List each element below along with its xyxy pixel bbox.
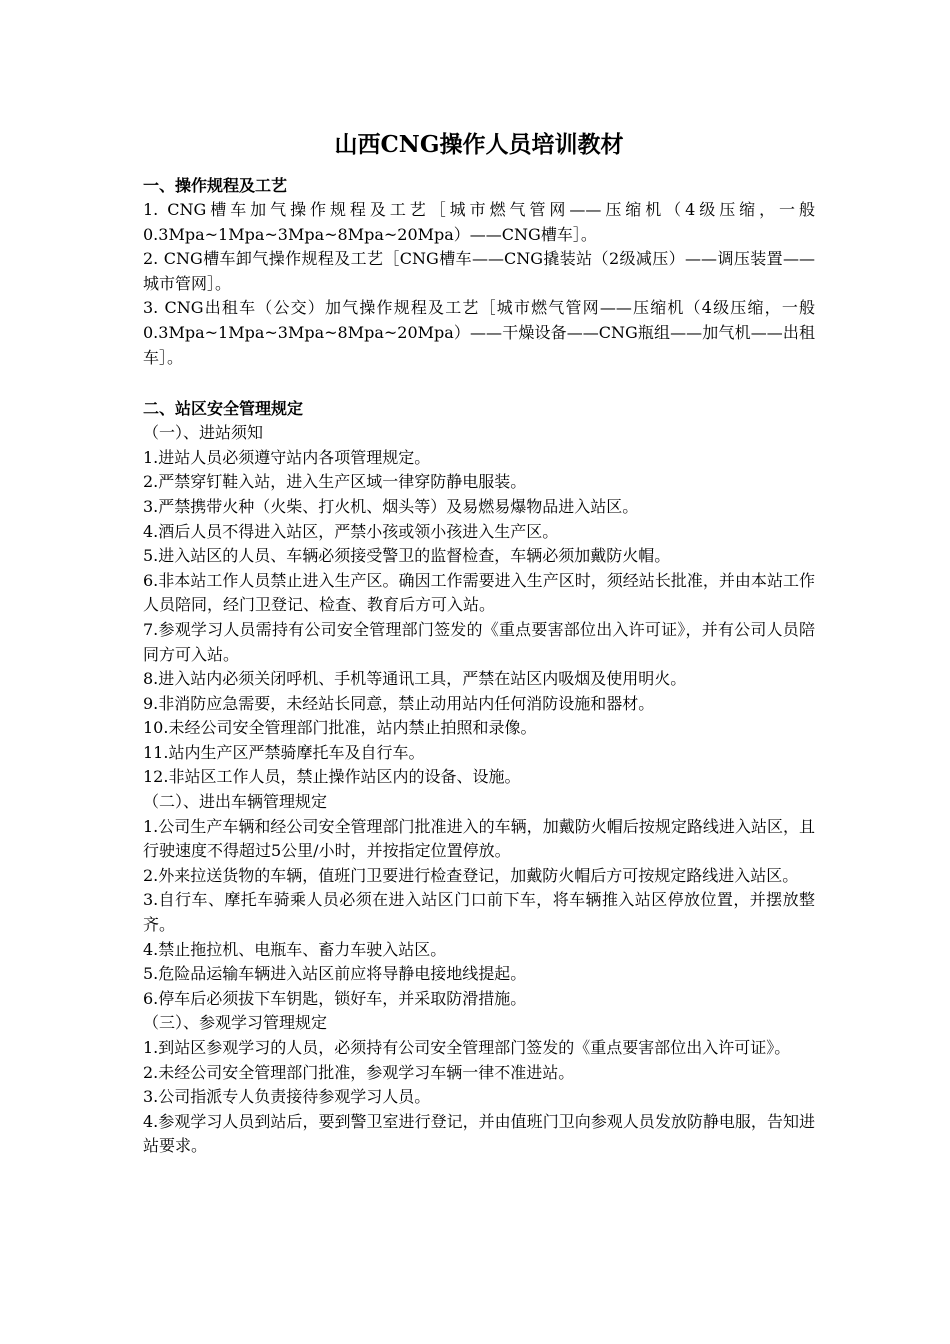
paragraph: 3. CNG出租车（公交）加气操作规程及工艺［城市燃气管网——压缩机（4级压缩，一般0.3Mpa~1Mpa~3Mpa~8Mpa~20Mpa）——干燥设备——CNG瓶组——加气机——出租车］。 (143, 298, 815, 367)
section-heading-1: 一、操作规程及工艺 (143, 176, 288, 195)
section-heading-2: 二、站区安全管理规定 (143, 399, 304, 419)
paragraph: 2. CNG槽车卸气操作规程及工艺［CNG槽车——CNG撬装站（2级减压）——调压装置——城市管网］。 (143, 249, 815, 293)
rule-item: 6.非本站工作人员禁止进入生产区。确因工作需要进入生产区时，须经站长批准，并由本站工作人员陪同，经门卫登记、检查、教育后方可入站。 (143, 570, 815, 615)
document-title: 山西CNG操作人员培训教材 (334, 131, 624, 158)
rule-item: 11.站内生产区严禁骑摩托车及自行车。 (143, 742, 425, 762)
rule-item: 12.非站区工作人员，禁止操作站区内的设备、设施。 (143, 767, 521, 787)
rule-item: 1.进站人员必须遵守站内各项管理规定。 (143, 447, 431, 467)
rule-item: 3.严禁携带火种（火柴、打火机、烟头等）及易燃易爆物品进入站区。 (143, 496, 639, 516)
rule-item: 6.停车后必须拔下车钥匙，锁好车，并采取防滑措施。 (143, 988, 527, 1008)
rule-item: 4.酒后人员不得进入站区，严禁小孩或领小孩进入生产区。 (143, 521, 559, 541)
rule-item: 2.严禁穿钉鞋入站，进入生产区域一律穿防静电服装。 (143, 472, 527, 492)
rule-item: 3.自行车、摩托车骑乘人员必须在进入站区门口前下车，将车辆推入站区停放位置，并摆放整齐。 (143, 890, 815, 935)
rule-item: 9.非消防应急需要，未经站长同意，禁止动用站内任何消防设施和器材。 (143, 693, 655, 713)
subsection-heading-3: （三）、参观学习管理规定 (143, 1013, 328, 1033)
rule-item: 2.未经公司安全管理部门批准，参观学习车辆一律不准进站。 (143, 1062, 575, 1082)
rule-item: 3.公司指派专人负责接待参观学习人员。 (143, 1087, 431, 1107)
rule-item: 2.外来拉送货物的车辆，值班门卫要进行检查登记，加戴防火帽后方可按规定路线进入站区。 (143, 865, 799, 885)
rule-item: 4.参观学习人员到站后，要到警卫室进行登记，并由值班门卫向参观人员发放防静电服，告知进站要求。 (143, 1111, 815, 1156)
spacer (143, 370, 815, 397)
subsection-heading-2: （二）、进出车辆管理规定 (143, 792, 328, 812)
rule-item: 5.危险品运输车辆进入站区前应将导静电接地线提起。 (143, 964, 527, 984)
rule-item: 1.到站区参观学习的人员，必须持有公司安全管理部门签发的《重点要害部位出入许可证》。 (143, 1038, 791, 1057)
subsection-heading-1: （一）、进站须知 (143, 423, 264, 443)
rule-item: 10.未经公司安全管理部门批准，站内禁止拍照和录像。 (143, 718, 537, 738)
rule-item: 8.进入站内必须关闭呼机、手机等通讯工具，严禁在站区内吸烟及使用明火。 (143, 669, 687, 689)
rule-item: 4.禁止拖拉机、电瓶车、畜力车驶入站区。 (143, 939, 447, 959)
rule-item: 5.进入站区的人员、车辆必须接受警卫的监督检查，车辆必须加戴防火帽。 (143, 546, 671, 566)
paragraph: 1. CNG槽车加气操作规程及工艺［城市燃气管网——压缩机（4级压缩，一般0.3Mpa~1Mpa~3Mpa~8Mpa~20Mpa）——CNG槽车］。 (143, 200, 815, 244)
rule-item: 7.参观学习人员需持有公司安全管理部门签发的《重点要害部位出入许可证》，并有公司人员陪同方可入站。 (143, 619, 815, 664)
document-page (143, 128, 815, 1159)
rule-item: 1.公司生产车辆和经公司安全管理部门批准进入的车辆，加戴防火帽后按规定路线进入站区，且行驶速度不得超过5公里/小时，并按指定位置停放。 (143, 816, 815, 861)
